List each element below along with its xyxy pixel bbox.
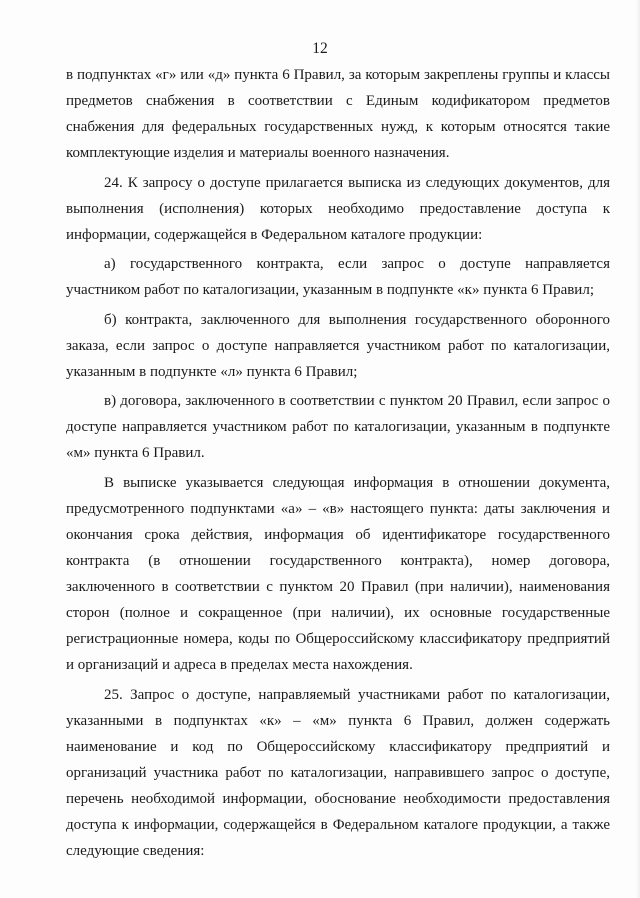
paragraph-item-24: 24. К запросу о доступе прилагается выписка из следующих документов, для выполнения (исполнения) которых необходимо предоставление доступа к информации, содержащейся в Федеральном каталоге продукции: (66, 174, 610, 243)
page-number: 12 (312, 40, 328, 57)
page-edge-shadow (636, 0, 640, 898)
paragraph-subitem-v: в) договора, заключенного в соответствии с пунктом 20 Правил, если запрос о доступе направляется участником работ по каталогизации, указанным в подпункте «м» пункта 6 Правил. (66, 393, 610, 461)
paragraph-extract-info: В выписке указывается следующая информация в отношении документа, предусмотренного подпунктами «а» – «в» настоящего пункта: даты заключения и окончания срока действия, информация об идентификаторе государственного контракта (в отношении государственного контракта), номер договора, заключенного в соответствии с пунктом 20 Правил (при наличии), наименования сторон (полное и сокращенное (при наличии), их основные государственные регистрационные номера, коды по Общероссийскому классификатору предприятий и организаций и адреса в пределах места нахождения. (66, 475, 610, 673)
paragraph-subitem-b: б) контракта, заключенного для выполнения государственного оборонного заказа, если запрос о доступе направляется участником работ по каталогизации, указанным в подпункте «л» пункта 6 Правил; (66, 311, 610, 380)
paragraph-item-25: 25. Запрос о доступе, направляемый участниками работ по каталогизации, указанными в подпунктах «к» – «м» пункта 6 Правил, должен содержать наименование и код по Общероссийскому классификатору предприятий и организаций участника работ по каталогизации, направившего запрос о доступе, перечень необходимой информации, обоснование необходимости предоставления доступа к информации, содержащейся в Федеральном каталоге продукции, а также следующие сведения: (66, 687, 610, 859)
paragraph-subitem-a: а) государственного контракта, если запрос о доступе направляется участником работ по каталогизации, указанным в подпункте «к» пункта 6 Правил; (66, 256, 610, 298)
paragraph-continuation: в подпунктах «г» или «д» пункта 6 Правил, за которым закреплены группы и классы предметов снабжения в соответствии с Единым кодификатором предметов снабжения для федеральных государственных нужд, к которым относятся такие комплектующие изделия и материалы военного назначения. (66, 67, 610, 161)
document-body (66, 62, 610, 868)
